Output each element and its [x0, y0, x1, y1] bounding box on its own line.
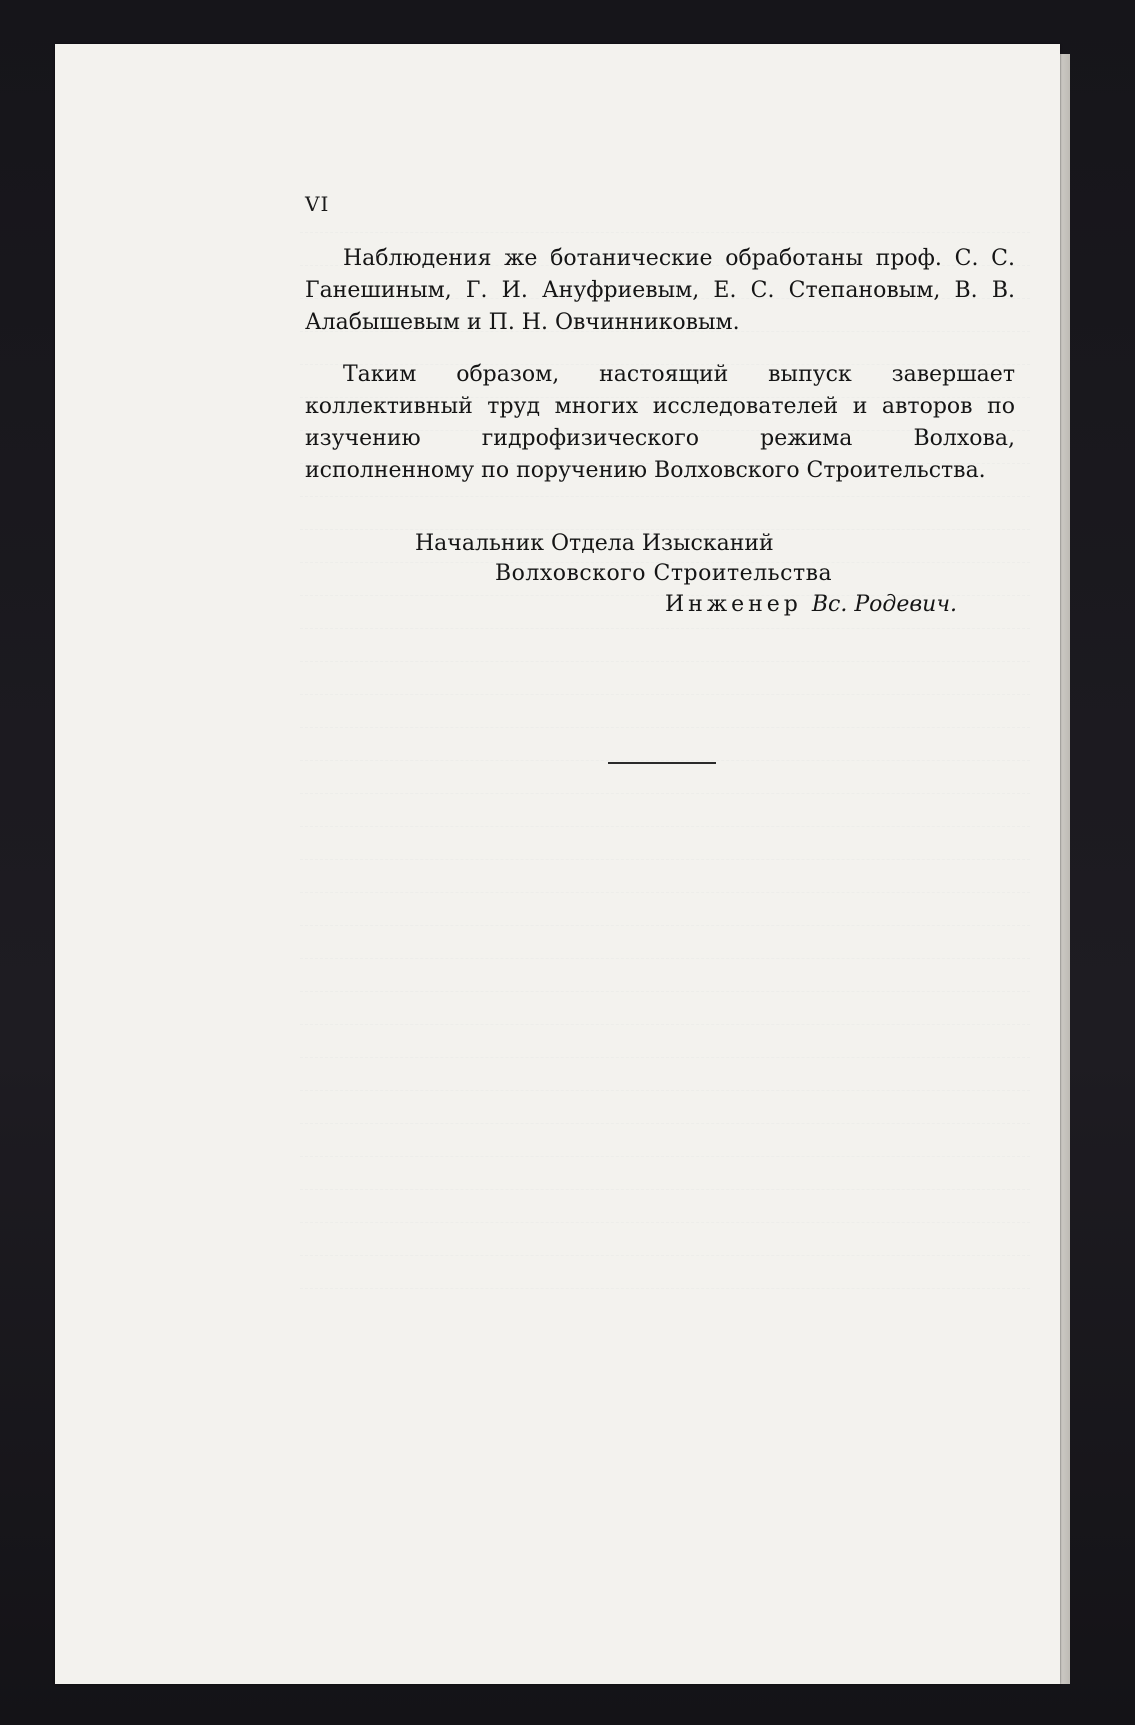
signature-title: Начальник Отдела Изысканий — [415, 531, 774, 556]
page-number: VI — [305, 192, 330, 216]
section-divider — [608, 762, 716, 764]
signature-role: Инженер — [665, 592, 802, 617]
paragraph-botanical-processing: Наблюдения же ботанические обработаны проф. С. С. Ганешиным, Г. И. Ануфриевым, Е. С. Степановым, В. В. Алабышевым и П. Н. Овчинниковым. — [305, 246, 1015, 335]
signature-name: Вс. Родевич. — [811, 592, 958, 617]
signature-line — [665, 592, 957, 617]
body-text — [305, 243, 1015, 507]
paragraph-conclusion: Таким образом, настоящий выпуск завершает коллективный труд многих исследователей и авторов по изучению гидрофизического режима Волхова, исполненному по поручению Волховского Строительства. — [305, 362, 1015, 483]
signature-organization: Волховского Строительства — [495, 561, 833, 586]
